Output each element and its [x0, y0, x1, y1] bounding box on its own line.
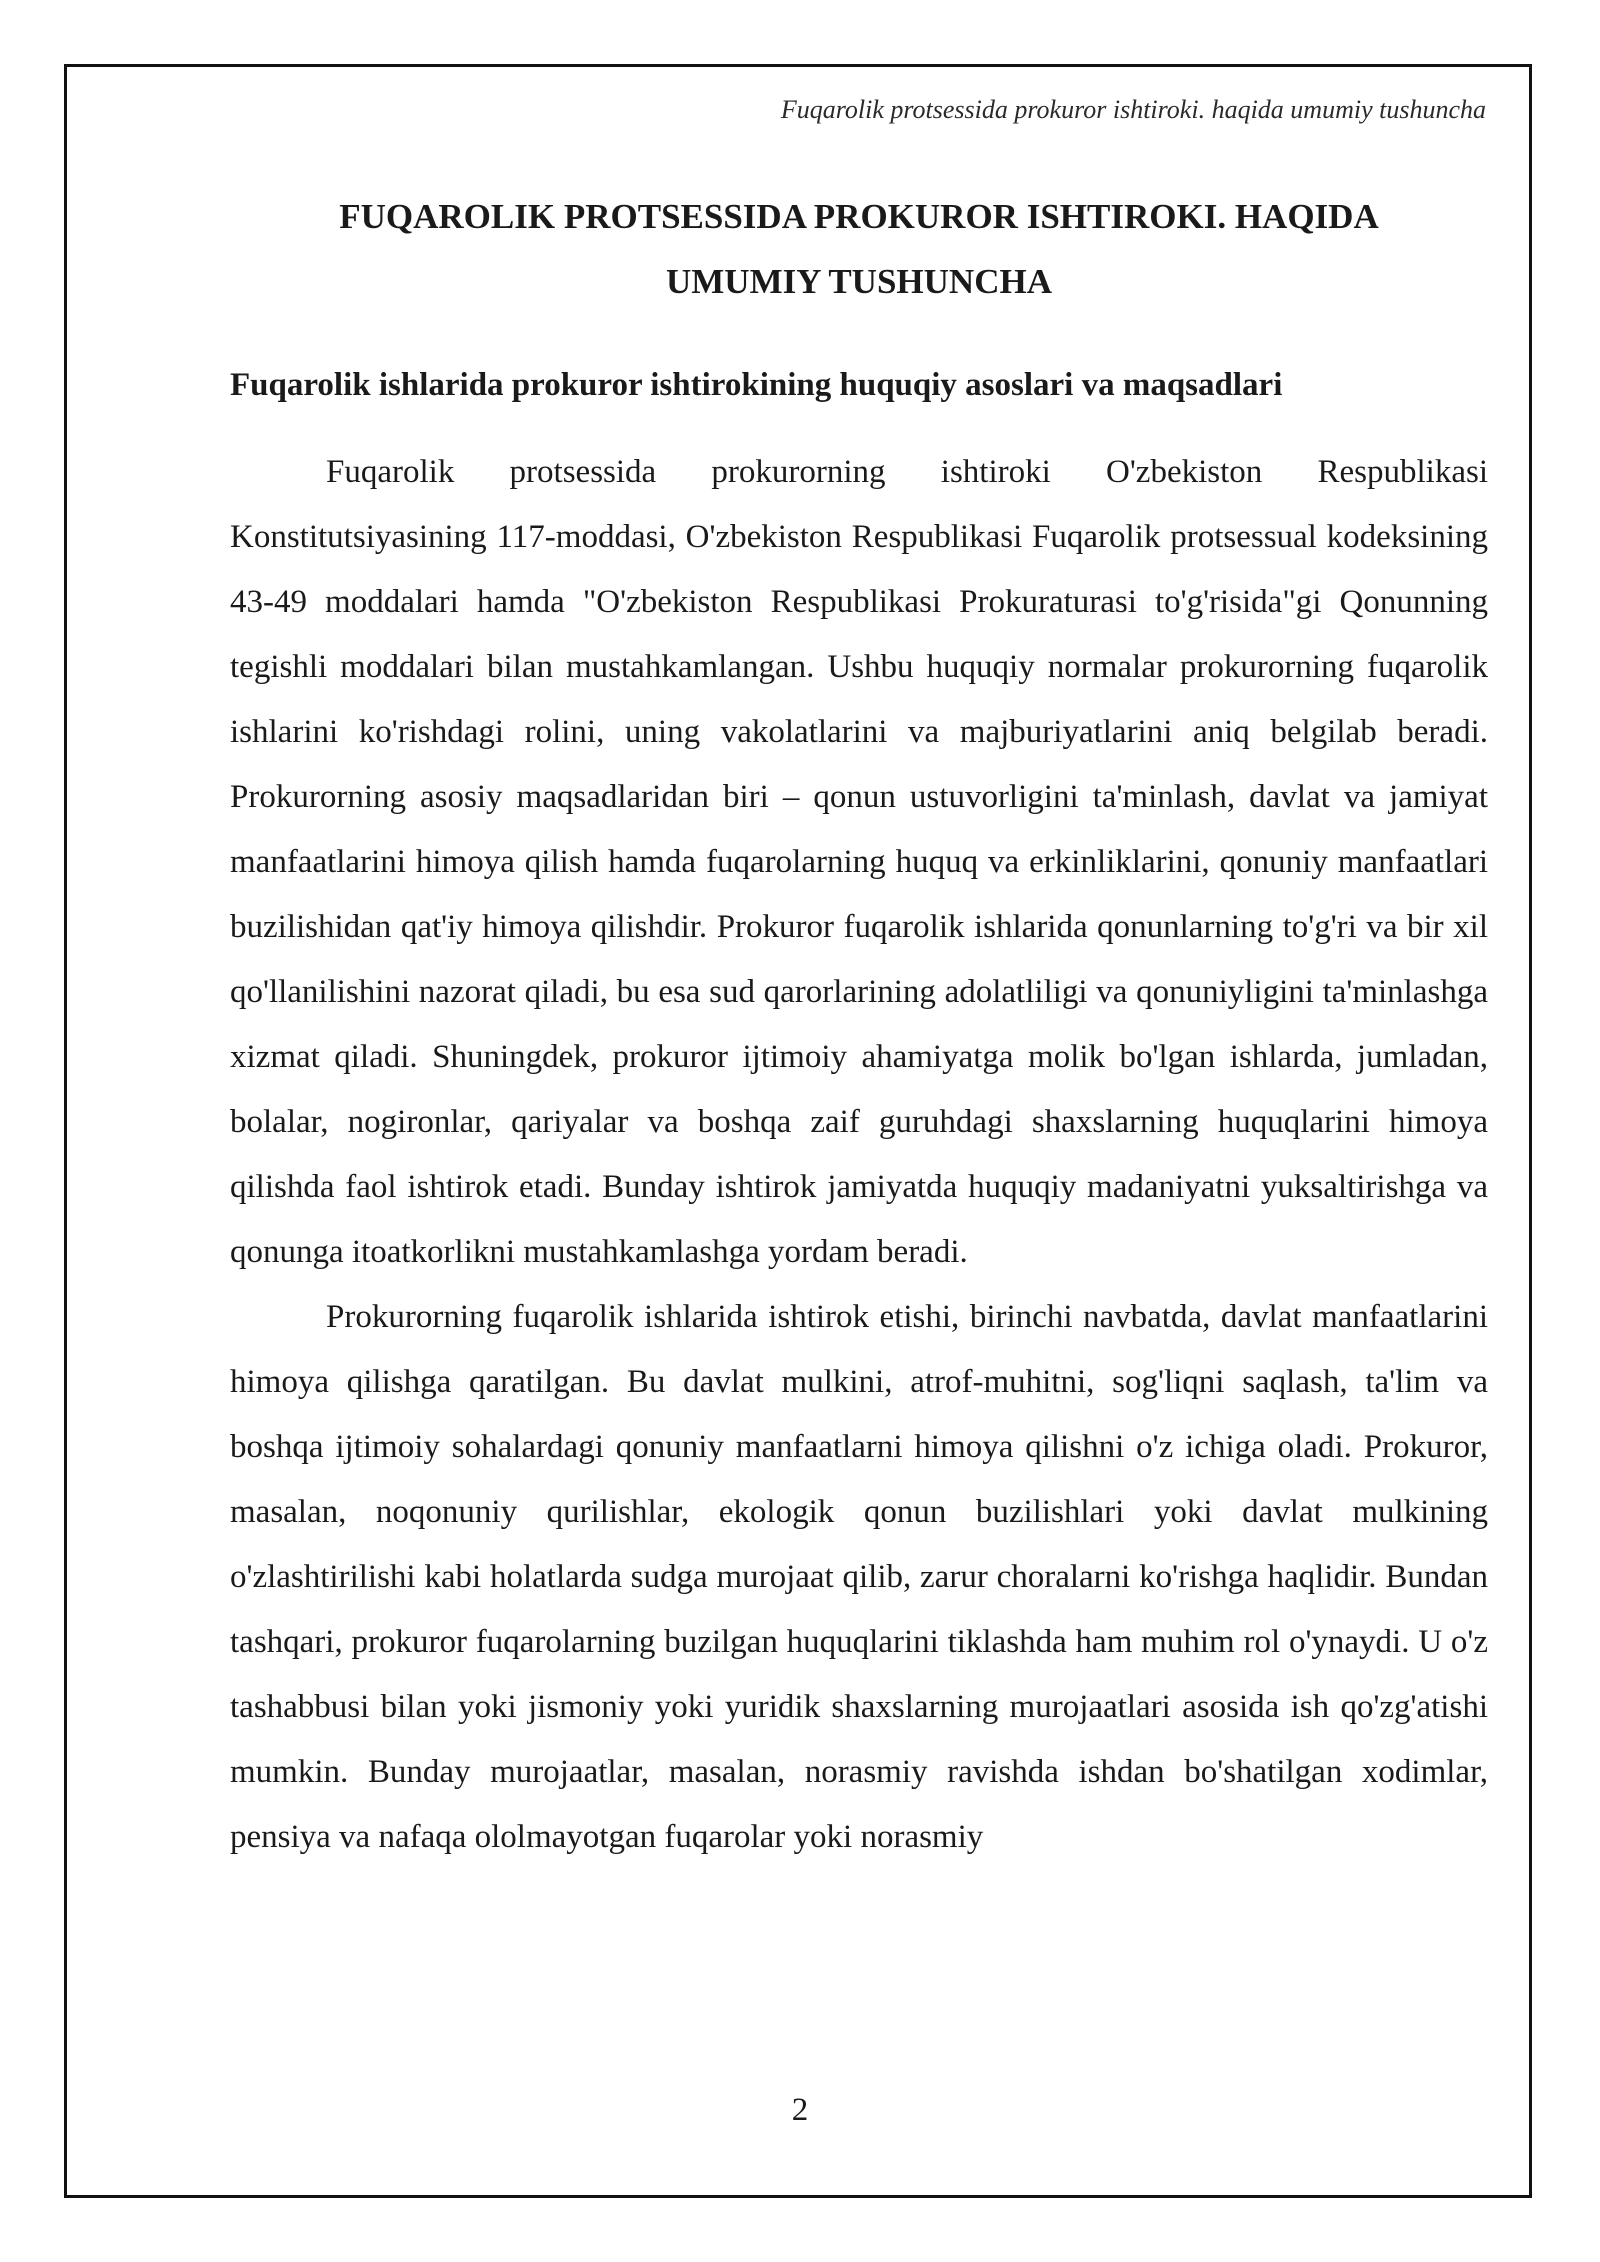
section-heading: Fuqarolik ishlarida prokuror ishtirokining huquqiy asoslari va maqsadlari	[230, 367, 1283, 403]
paragraph-1: Fuqarolik protsessida prokurorning ishtiroki O'zbekiston Respublikasi Konstitutsiyasining 117-moddasi, O'zbekiston Respublikasi Fuqarolik protsessual kodeksining 43-49 moddalari hamda "O'zbekiston Respublikasi Prokuraturasi to'g'risida"gi Qonunning tegishli moddalari bilan mustahkamlangan. Ushbu huquqiy normalar prokurorning fuqarolik ishlarini ko'rishdagi rolini, uning vakolatlarini va majburiyatlarini aniq belgilab beradi. Prokurorning asosiy maqsadlaridan biri – qonun ustuvorligini ta'minlash, davlat va jamiyat manfaatlarini himoya qilish hamda fuqarolarning huquq va erkinliklarini, qonuniy manfaatlari buzilishidan qat'iy himoya qilishdir. Prokuror fuqarolik ishlarida qonunlarning to'g'ri va bir xil qo'llanilishini nazorat qiladi, bu esa sud qarorlarining adolatliligi va qonuniyligini ta'minlashga xizmat qiladi. Shuningdek, prokuror ijtimoiy ahamiyatga molik bo'lgan ishlarda, jumladan, bolalar, nogironlar, qariyalar va boshqa zaif guruhdagi shaxslarning huquqlarini himoya qilishda faol ishtirok etadi. Bunday ishtirok jamiyatda huquqiy madaniyatni yuksaltirishga va qonunga itoatkorlikni mustahkamlashga yordam beradi.	[230, 454, 1488, 1270]
document-title-line-2: UMUMIY TUSHUNCHA	[666, 262, 1052, 301]
running-header: Fuqarolik protsessida prokuror ishtiroki. haqida umumiy tushuncha	[780, 95, 1486, 124]
page-number: 2	[791, 2092, 809, 2128]
document-title-line-1: FUQAROLIK PROTSESSIDA PROKUROR ISHTIROKI. HAQIDA	[339, 197, 1379, 236]
paragraph-2: Prokurorning fuqarolik ishlarida ishtirok etishi, birinchi navbatda, davlat manfaatlarini himoya qilishga qaratilgan. Bu davlat mulkini, atrof-muhitni, sog'liqni saqlash, ta'lim va boshqa ijtimoiy sohalardagi qonuniy manfaatlarni himoya qilishni o'z ichiga oladi. Prokuror, masalan, noqonuniy qurilishlar, ekologik qonun buzilishlari yoki davlat mulkining o'zlashtirilishi kabi holatlarda sudga murojaat qilib, zarur choralarni ko'rishga haqlidir. Bundan tashqari, prokuror fuqarolarning buzilgan huquqlarini tiklashda ham muhim rol o'ynaydi. U o'z tashabbusi bilan yoki jismoniy yoki yuridik shaxslarning murojaatlari asosida ish qo'zg'atishi mumkin. Bunday murojaatlar, masalan, norasmiy ravishda ishdan bo'shatilgan xodimlar, pensiya va nafaqa ololmayotgan fuqarolar yoki norasmiy	[230, 1299, 1488, 1855]
document-title	[230, 184, 1488, 314]
body-text	[230, 440, 1488, 1870]
